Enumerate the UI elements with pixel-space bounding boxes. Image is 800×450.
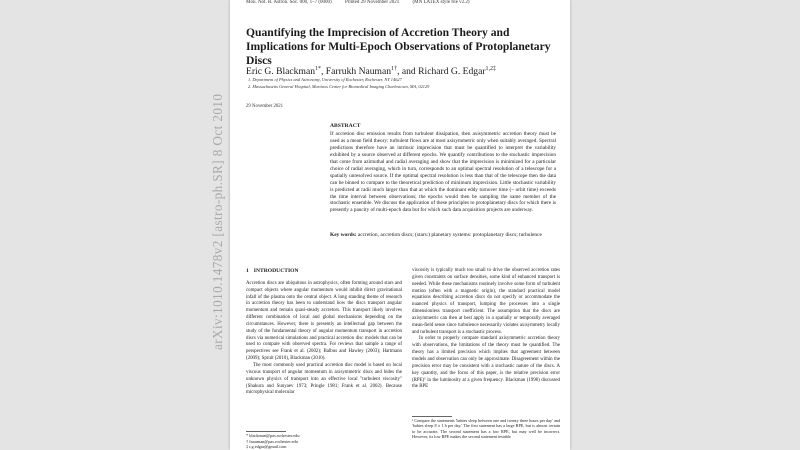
author-name: Eric G. Blackman: [246, 66, 315, 78]
section-title: INTRODUCTION: [253, 268, 299, 274]
left-column: [246, 268, 402, 397]
footnote-rule: [412, 416, 452, 417]
footnote-rule: [246, 431, 286, 432]
body-paragraph: In order to properly compare standard axisymmetric accretion theory with observations, the limitations of the theory must be quantified. The theory has a limited precision which implies that agreement between models and observation can only be approximate. Disagreement within the precision error may be consistent with a stochastic nature of the discs. A key quantity, and the focus of this paper, is the relative precision error (RPE)¹ in the luminosity at a given frequency. Blackman (1998) discussed the RPE: [412, 336, 560, 390]
body-paragraph: Accretion discs are ubiquitous in astrophysics, often forming around stars and compact objects where angular momentum would inhibit direct gravitational infall of the plasma onto the central object. A long standing theme of research in accretion theory has been to understand how the discs transport angular momentum and remain quasi-steady accretors. This transport likely involves different combination of local and global mechanisms depending on the circumstances. However, there is presently an intellectual gap between the study of the fundamental theory of angular momentum transport in accretion discs via numerical simulations and practical accretion disc models that can be used to compare with observed spectra. For reviews that sample a range of perspectives see Frank et al. (2002); Balbus and Hawley (2003); Hartmann (2009); Spruit (2010), Blackman (2010).: [246, 280, 402, 362]
footnote-email: ‡ r.g.edgar@gmail.com: [246, 444, 287, 450]
right-column: [412, 268, 560, 391]
footnotes-emails: [246, 433, 402, 450]
section-number: 1: [246, 268, 249, 274]
abstract: [330, 123, 556, 214]
body-paragraph: The most commonly used practical accretion disc model is based on local viscous transport of angular momentum in axisymmetric discs and hides the unknown physics of transport into an effective local "turbulent viscosity" (Shakura and Sunyaev 1973; Pringle 1981; Frank et al. 2002). Because microphysical molecular: [246, 362, 402, 396]
printed-date: Printed 29 November 2021: [344, 0, 400, 5]
paper-page: [230, 0, 570, 450]
keywords: [330, 232, 556, 239]
arxiv-identifier: arXiv:1010.1478v2 [astro-ph.SR] 8 Oct 2010: [210, 93, 225, 350]
abstract-text: If accretion disc emission results from turbulent dissipation, then axisymmetric accretion theory must be used as a mean field theory: turbulent flows are at most axisymmetric only when suitably averaged. Spectral predictions therefore have an intrinsic imprecision that must be quantified to interpret the variability exhibited by a source observed at different epochs. We quantify contributions to the stochastic imprecision that come from azimuthal and radial averaging and show that the imprecision is minimized for a particular choice of radial averaging, which in turn, corresponds to an optimal spectral resolution of a telescope for a spatially unresolved source. If the optimal spectral resolution is less than that of the telescope then the data can be binned to compare to the theoretical prediction of minimum imprecision. Little stochastic variability is predicted at radii much larger than that at which the dominant eddy turnover time (~ orbit time) exceeds the time interval between observations; the epochs would then be sampling the same member of the stochastic ensemble. We discuss the application of these principles to protoplanetary discs for which there is presently a paucity of multi-epoch data but for which such data acquisition projects are underway.: [330, 130, 556, 214]
author-list: Eric G. Blackman$^{1*}$, Farrukh Nauman$^{1\dagger}$, and Richard G. Edgar$^{1,2\ddagger}$: [246, 66, 497, 78]
keywords-text: accretion, accretion discs; (stars:) planetary systems: protoplanetary discs; turbulence: [357, 232, 542, 238]
journal-citation: Mon. Not. R. Astron. Soc. 000, 1–7 (0000): [246, 0, 332, 5]
keywords-label: Key words:: [330, 232, 357, 238]
footnote-email: † fnauman@pas.rochester.edu: [246, 438, 298, 444]
author-name: Richard G. Edgar: [418, 66, 486, 78]
section-heading: [246, 268, 402, 275]
author-marker: 1*: [315, 66, 321, 72]
footnote-email: * blackman@pas.rochester.edu: [246, 433, 300, 438]
footnote-text: ¹ Compare the statements 'babies sleep between one and twenty three hours per day' and 'babies sleep 8 ± 1 h per day.' The first statement has a large RPE, but is almost certain to be accurate. The second statement has a low RPE, but may well be incorrect. However, its low RPE makes the second statement testable: [412, 418, 560, 440]
author-marker: 1†: [391, 66, 398, 72]
body-paragraph: viscosity is typically much too small to drive the observed accretion rates given constraints on surface densities, some kind of enhanced transport is needed. While these mechanisms routinely involve some form of turbulent motion (often with a magnetic origin), the standard practical model equations describing accretion discs do not specify or accommodate the nuanced physics of transport, lumping the processes into a single dimensionless transport coefficient. The assumption that the discs are axisymmetric can then at best apply in a spatially or temporally averaged mean-field sense since turbulence necessarily violates axisymmetry locally and turbulent transport is a stochastic process.: [412, 268, 560, 335]
affiliation: 1. Department of Physics and Astronomy, University of Rochester, Rochester, NY 14627: [248, 77, 402, 82]
author-marker: 1,2‡: [485, 66, 497, 72]
running-header: [246, 0, 482, 5]
affiliation: 2. Massachusetts General Hospital, Martinos Center for Biomedical Imaging Charlestown, MA, 02129: [248, 84, 430, 89]
paper-title: Quantifying the Imprecision of Accretion Theory and Implications for Multi-Epoch Observations of Protoplanetary Discs: [246, 26, 551, 67]
abstract-heading: ABSTRACT: [330, 123, 361, 129]
submission-date: 29 November 2021: [246, 104, 284, 109]
style-note: (MN LATEX style file v2.2): [412, 0, 470, 5]
author-name: Farrukh Nauman: [325, 66, 392, 78]
